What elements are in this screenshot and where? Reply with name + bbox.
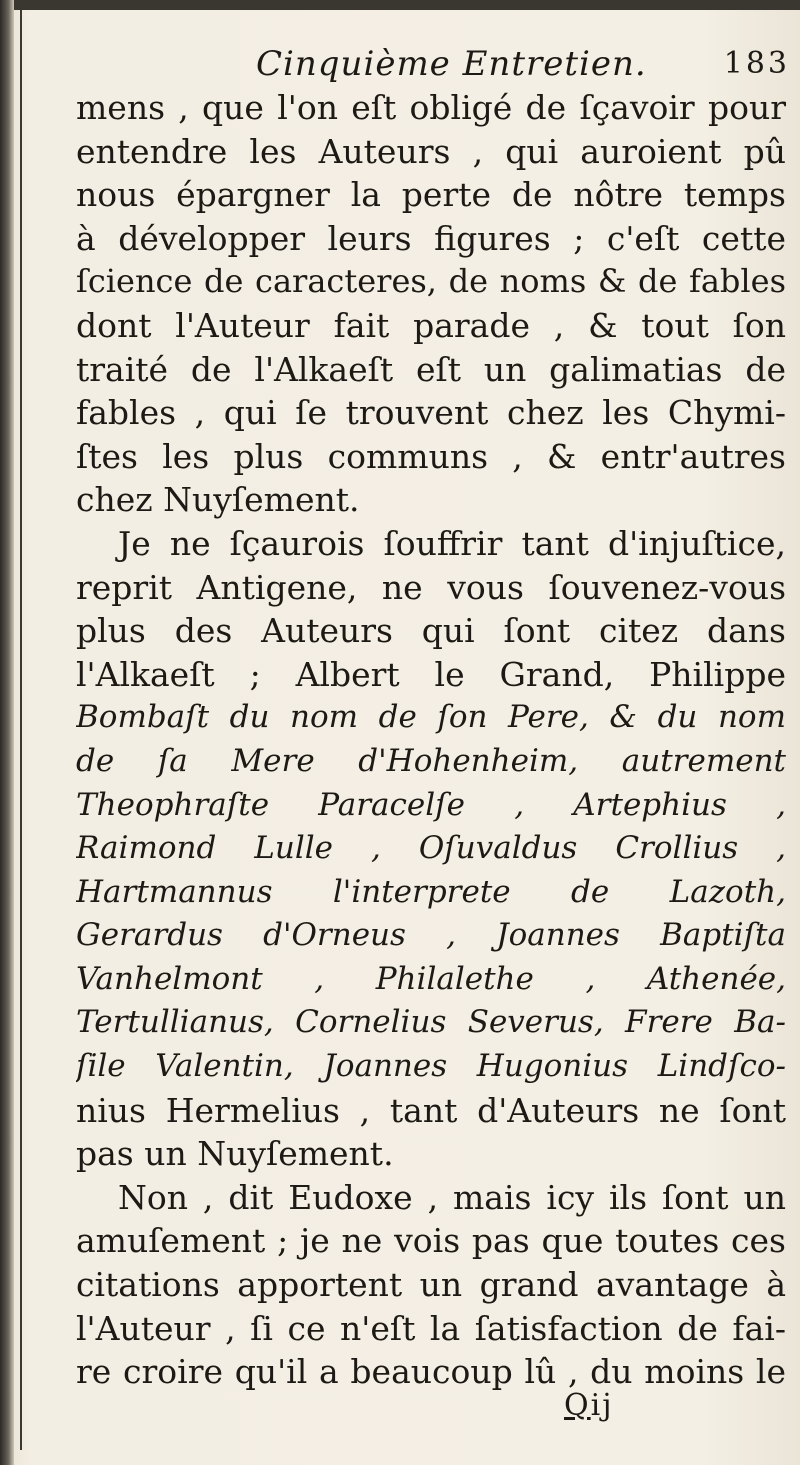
text-line: nous épargner la perte de nôtre temps <box>76 175 786 215</box>
text-line: mens , que l'on eſt obligé de ſçavoir pour <box>76 88 786 127</box>
text-line: reprit Antigene, ne vous ſouvenez-vous <box>76 567 786 607</box>
text-line: à développer leurs figures ; c'eſt cette <box>76 218 786 258</box>
text-line: ſtes les plus communs , & entr'autres <box>76 436 786 476</box>
text-line: Non , dit Eudoxe , mais icy ils ſont un <box>118 1177 786 1217</box>
text-line: de ſa Mere d'Hohenheim, autrement <box>76 742 786 779</box>
text-line: l'Alkaeſt ; Albert le Grand, Philippe <box>76 654 786 694</box>
text-line: ſcience de caracteres, de noms & de fables <box>76 262 786 301</box>
page-margin-line <box>20 10 22 1450</box>
text-line: Bombaſt du nom de ſon Pere, & du nom <box>76 699 786 736</box>
text-line: fables , qui ſe trouvent chez les Chymi- <box>76 393 786 433</box>
page-number: 183 <box>723 46 790 81</box>
body-text <box>76 86 786 1394</box>
text-line: Gerardus d'Orneus , Joannes Baptiſta <box>76 917 786 954</box>
page-top-edge <box>0 0 800 10</box>
signature-mark <box>564 1388 614 1423</box>
text-line: Tertullianus, Cornelius Severus, Frere Ba- <box>76 1004 786 1041</box>
signature-suffix: ij <box>590 1388 614 1423</box>
page-binding-edge <box>0 0 14 1465</box>
text-line: ſile Valentin, Joannes Hugonius Lindſco- <box>76 1048 786 1085</box>
text-line: citations apportent un grand avantage à <box>76 1265 786 1305</box>
text-line: Hartmannus l'interprete de Lazoth, <box>76 873 786 910</box>
text-line: l'Auteur , ſi ce n'eſt la ſatisfaction de fai- <box>76 1308 786 1348</box>
text-line: Theophraſte Paracelſe , Artephius , <box>76 786 786 823</box>
signature-letter: Q <box>564 1388 591 1423</box>
text-line: re croire qu'il a beaucoup lû , du moins le <box>76 1352 786 1392</box>
text-line: pas un Nuyſement. <box>76 1134 394 1174</box>
text-line: entendre les Auteurs , qui auroient pû <box>76 131 786 171</box>
text-line: traité de l'Alkaeſt eſt un galimatias de <box>76 349 786 389</box>
text-line: amuſement ; je ne vois pas que toutes ces <box>76 1221 786 1261</box>
running-header <box>60 44 790 90</box>
text-line: dont l'Auteur fait parade , & tout ſon <box>76 305 786 345</box>
text-line: plus des Auteurs qui ſont citez dans <box>76 611 786 651</box>
text-line: chez Nuyſement. <box>76 480 360 520</box>
text-line: Raimond Lulle , Oſuvaldus Crollius , <box>76 830 786 867</box>
running-title: Cinquième Entretien. <box>256 44 647 84</box>
text-line: Vanhelmont , Philalethe , Athenée, <box>76 960 786 997</box>
text-line: nius Hermelius , tant d'Auteurs ne ſont <box>76 1090 786 1130</box>
text-line: Je ne ſçaurois ſouffrir tant d'injuſtice, <box>118 523 786 563</box>
